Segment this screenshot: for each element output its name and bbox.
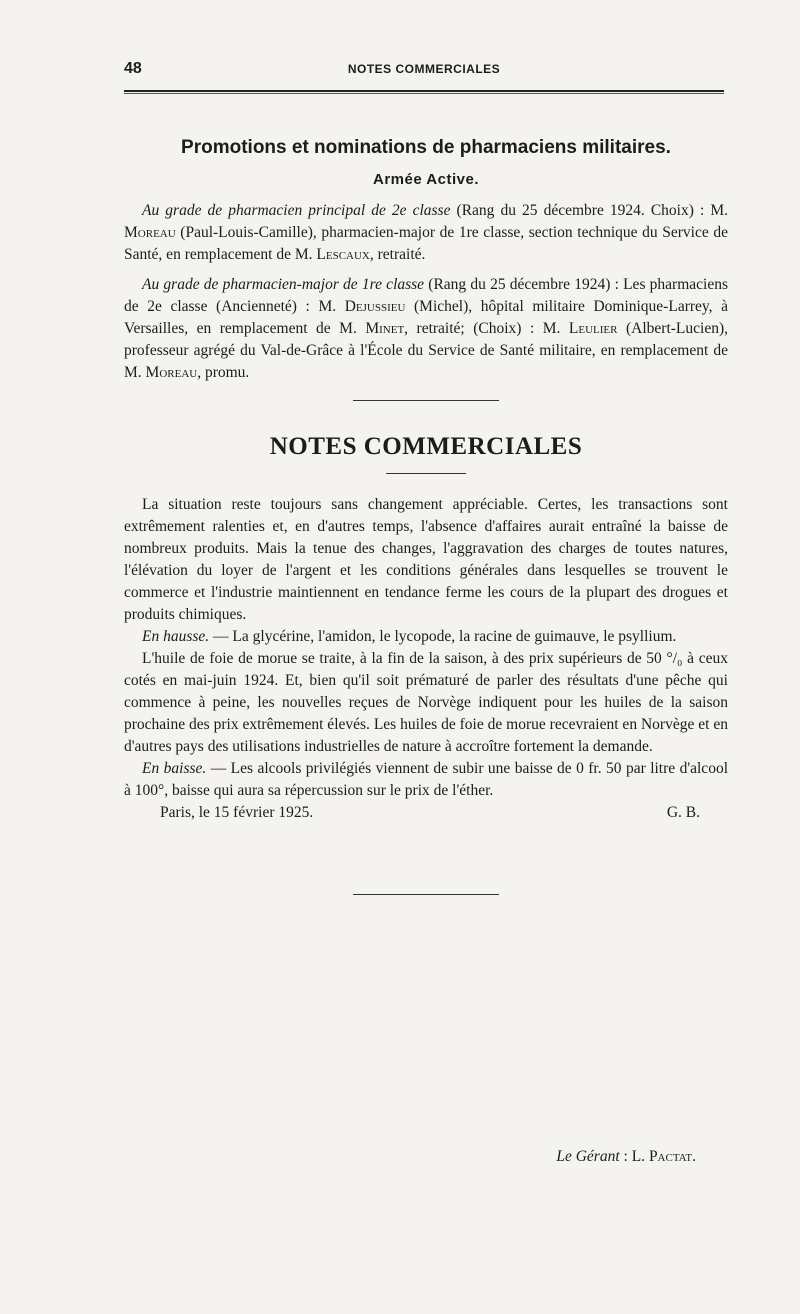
promotion-paragraph-1 bbox=[124, 200, 728, 266]
paragraph-text: — Les alcools privilégiés viennent de subir une baisse de 0 fr. 50 par litre d'alcool à 100°, baisse qui aura sa répercussion sur le prix de l'éther. bbox=[124, 760, 728, 799]
grade-lead: Au grade de pharmacien-major de 1re classe bbox=[142, 276, 425, 293]
header-rule bbox=[124, 90, 724, 94]
gerant-sep: : L. bbox=[619, 1148, 649, 1165]
page-number: 48 bbox=[124, 60, 142, 77]
paragraph-text: (Rang du 25 décembre 1924) : Les pharmaciens de 2e classe (Ancienneté) : M. bbox=[124, 276, 729, 315]
gerant-label: Le Gérant bbox=[556, 1148, 620, 1165]
paragraph-text: (Albert-Lucien), professeur agrégé du Val-de-Grâce à l'École du Service de Santé militaire, en remplacement de M. bbox=[124, 320, 728, 381]
notes-paragraph-hausse bbox=[124, 626, 728, 648]
person-name: Moreau bbox=[145, 364, 198, 381]
paragraph-text: (Paul-Louis-Camille), pharmacien-major de 1re classe, section technique du Service de Santé, en remplacement de M. bbox=[124, 224, 728, 263]
promotion-paragraph-2 bbox=[124, 274, 728, 384]
place-date: Paris, le 15 février 1925. bbox=[160, 804, 314, 821]
baisse-label: En baisse. bbox=[142, 760, 207, 777]
paragraph-text: , retraité; (Choix) : M. bbox=[404, 320, 569, 337]
author-initials: G. B. bbox=[666, 804, 700, 821]
notes-paragraph-1: La situation reste toujours sans changement appréciable. Certes, les transactions sont extrêmement ralenties et, en d'autres temps, l'absence d'affaires aurait entraîné la baisse de nombreux produits. Mais la tenue des changes, l'aggravation des charges de toutes natures, l'élévation du loyer de l'argent et les conditions générales dans lesquelles se trouvent le commerce et l'industrie maintiennent en tendance ferme les cours de la plupart des drogues et produits chimiques. bbox=[124, 496, 728, 623]
promotions-title: Promotions et nominations de pharmaciens militaires. bbox=[181, 137, 671, 158]
promotions-subtitle: Armée Active. bbox=[373, 171, 479, 188]
section-divider bbox=[353, 400, 499, 401]
paragraph-text: , promu. bbox=[197, 364, 250, 381]
running-head: NOTES COMMERCIALES bbox=[347, 62, 501, 76]
title-underline bbox=[386, 473, 466, 474]
paragraph-text: (Michel), hôpital militaire Dominique-Larrey, à Versailles, en remplacement de M. bbox=[124, 298, 728, 337]
person-name: Minet bbox=[365, 320, 405, 337]
person-name: Leulier bbox=[568, 320, 618, 337]
paragraph-text: — La glycérine, l'amidon, le lycopode, la racine de guimauve, le psyllium. bbox=[209, 628, 677, 645]
notes-paragraph-cod-liver-oil: L'huile de foie de morue se traite, à la fin de la saison, à des prix supérieurs de 50 °/₀ à ceux cotés en mai-juin 1924. Et, bien qu'il soit prématuré de parler des résultats d'une pêche qui commence à peine, les nouvelles reçues de Norvège indiquent pour les huiles de la saison prochaine des prix extrêmement élevés. Les huiles de foie de morue recevraient en Norvège et en d'autres pays des utilisations industrielles de nature à accroître fortement la demande. bbox=[124, 650, 728, 755]
page-header bbox=[124, 60, 724, 80]
person-name: Dejussieu bbox=[344, 298, 406, 315]
person-name: Lescaux bbox=[316, 246, 370, 263]
hausse-label: En hausse. bbox=[142, 628, 210, 645]
end-divider bbox=[353, 894, 499, 895]
person-name: Moreau bbox=[124, 224, 176, 241]
gerant-line bbox=[124, 1148, 696, 1166]
paragraph-text: (Rang du 25 décembre 1924. Choix) : M. bbox=[450, 202, 728, 219]
signoff bbox=[124, 802, 728, 824]
gerant-name: Pactat. bbox=[648, 1148, 696, 1165]
grade-lead: Au grade de pharmacien principal de 2e classe bbox=[142, 202, 451, 219]
page-content bbox=[124, 135, 728, 895]
notes-paragraph-baisse bbox=[124, 758, 728, 802]
paragraph-text: , retraité. bbox=[369, 246, 426, 263]
notes-title: NOTES COMMERCIALES bbox=[269, 433, 583, 460]
